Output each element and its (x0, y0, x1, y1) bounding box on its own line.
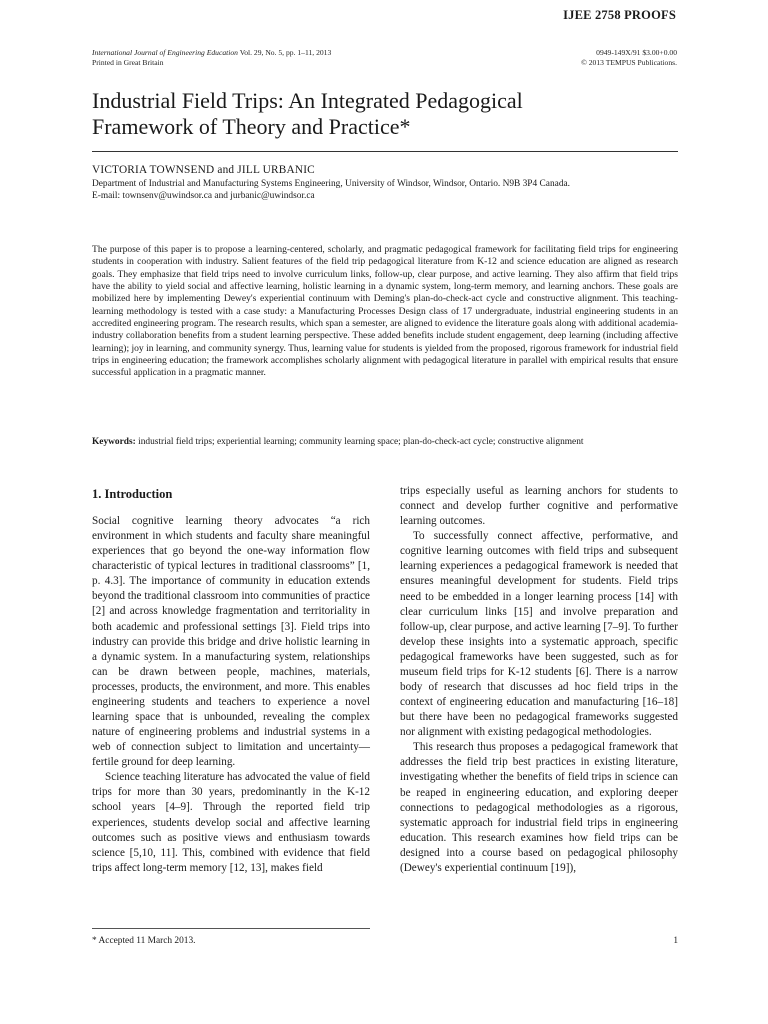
affiliation: Department of Industrial and Manufacturing Systems Engineering, University of Windsor, Windsor, Ontario. N9B 3P4 Canada. (92, 179, 571, 189)
left-column (92, 514, 370, 876)
title-rule (92, 151, 678, 152)
keywords-line (92, 437, 682, 447)
paragraph: trips especially useful as learning anchors for students to connect and develop further cognitive and performative learning outcomes. (400, 485, 678, 528)
paragraph: Social cognitive learning theory advocates “a rich environment in which students and faculty share meaningful experiences that go beyond the one-way information flow characteristic of typical lectures in traditional classrooms” [1, p. 4.3]. The importance of community in education extends beyond the traditional classroom into communities of practice [2] and across knowledge fragmentation and territoriality in both academic and professional settings [3]. Field trips into industry can provide this bridge and drive holistic learning in a dynamic system. In a manufacturing system, relationships can be drawn between people, machines, materials, processes, products, the environment, and more. This enables engineering students and teachers to experience a novel learning space that is unbounded, revealing the complex nature of engineering problems and industrial systems in a web of connection subject to limitation and uncertainty—fertile ground for deep learning. (92, 515, 370, 769)
paragraph: To successfully connect affective, performative, and cognitive learning outcomes with field trips and subsequent learning experiences a pedagogical framework is needed that ensures meaningful development for students. Field trips need to be embedded in a longer learning process [14] with clear curriculum links [15] and involve preparation and follow-up, clear purpose, and active learning [7–9]. To further develop these insights into a systematic approach, specific pedagogical frameworks have been suggested, such as for museum field trips for K-12 students [6]. There is a narrow body of research that discusses ad hoc field trips in the context of engineering education and manufacturing [16–18] but there have been no pedagogical frameworks suggested nor alignment with existing pedagogical methodologies. (400, 530, 678, 739)
right-column (400, 484, 678, 876)
issn-code: 0949-149X/91 $3.00+0.00 (596, 48, 677, 57)
paper-title (92, 88, 682, 140)
email: E-mail: townsenv@uwindsor.ca and jurbanic@uwindsor.ca (92, 191, 315, 201)
footnote: * Accepted 11 March 2013. (92, 936, 196, 946)
paragraph: Science teaching literature has advocated the value of field trips for more than 30 years, predominantly in the K-12 school years [4–9]. Through the reported field trip experiences, students develop social and affective learning outcomes such as positive views and enthusiasm towards science [5,10, 11]. This, combined with evidence that field trips affect long-term memory [12, 13], makes field (92, 771, 370, 874)
paragraph: This research thus proposes a pedagogical framework that addresses the field trip best practices in existing literature, investigating whether the benefits of field trips in science can be reaped in engineering education, and exploring deeper connections to pedagogical methodologies as a rigorous, systematic approach for industrial field trips in engineering education. This research examines how field trips can be designed into a course based on pedagogical philosophy (Dewey's experiential continuum [19]), (400, 741, 678, 874)
title-line-1: Industrial Field Trips: An Integrated Pedagogical (92, 88, 523, 113)
keywords: industrial field trips; experiential learning; community learning space; plan-do-check-act cycle; constructive alignment (135, 437, 584, 447)
footnote-rule (92, 928, 370, 929)
affiliation-block (92, 178, 692, 202)
keywords-label: Keywords: (92, 437, 136, 447)
authors: VICTORIA TOWNSEND and JILL URBANIC (92, 164, 315, 176)
abstract: The purpose of this paper is to propose a learning-centered, scholarly, and pragmatic pedagogical framework for facilitating field trips for engineering students in cooperation with industry. Salient features of the field trip pedagogical literature from K-12 and science education are aligned as research goals. They emphasize that field trips need to involve curriculum links, follow-up, clear purpose, and active learning. They also affirm that field trips have the ability to yield social and affective learning, holistic learning in a dynamic system, long-term memory, and learning anchors. These goals are mobilized here by implementing Dewey's experiential continuum with Deming's plan-do-check-act cycle and constructive alignment. This teaching-learning methodology is tested with a case study: a Manufacturing Processes Design class of 17 undergraduate, industrial engineering students in an accredited engineering program. The research results, which span a semester, are aligned to evidence the literature goals along with additional academia-industry collaboration benefits from a student learning perspective. These added benefits include student engagement, deep learning (including affective learning); joy in learning, and community synergy. Thus, learning value for students is yielded from the proposed, rigorous framework for industrial field trips in engineering education; the framework accomplishes scholarly alignment with pedagogical literature in parallel with empirical results that ensure successful application in a pragmatic manner. (92, 244, 678, 379)
publisher-header (581, 48, 677, 68)
page-number: 1 (673, 936, 678, 946)
title-line-2: Framework of Theory and Practice* (92, 114, 411, 139)
journal-header (92, 48, 331, 68)
journal-name: International Journal of Engineering Education (92, 48, 238, 57)
printed-in: Printed in Great Britain (92, 58, 164, 67)
section-heading: 1. Introduction (92, 487, 173, 501)
publisher: © 2013 TEMPUS Publications. (581, 58, 677, 67)
proofs-label: IJEE 2758 PROOFS (563, 8, 676, 22)
journal-volume: Vol. 29, No. 5, pp. 1–11, 2013 (237, 48, 332, 57)
